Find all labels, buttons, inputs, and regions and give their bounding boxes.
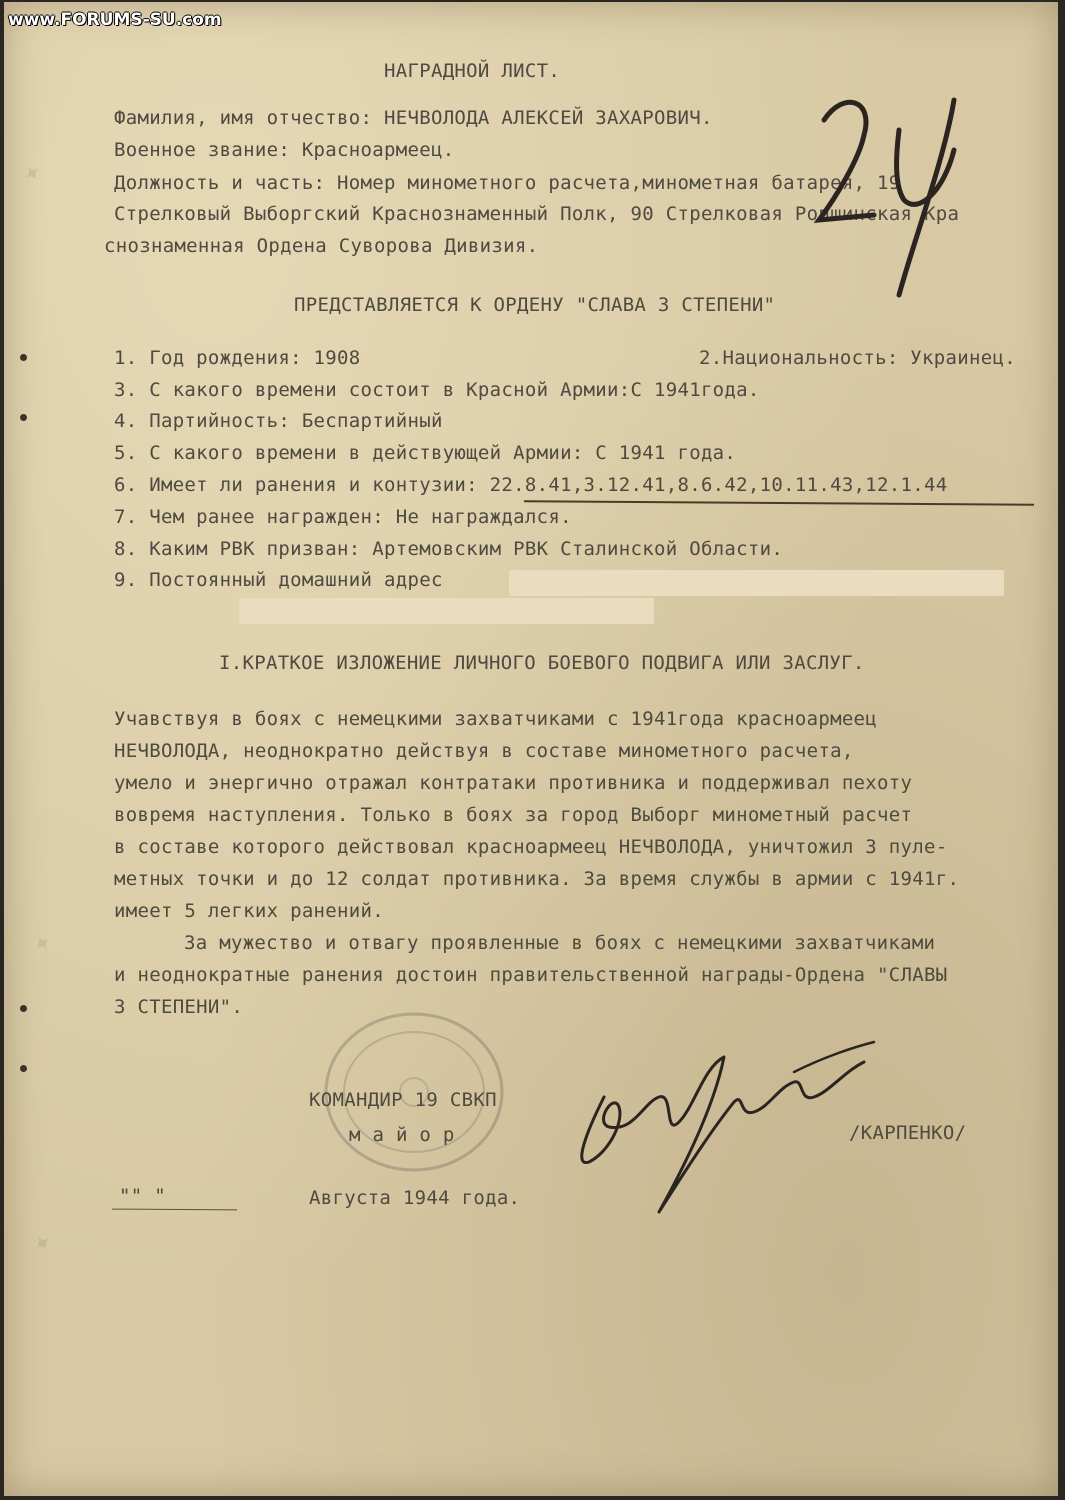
document-title: НАГРАДНОЙ ЛИСТ. [384, 60, 561, 82]
signature [564, 1027, 884, 1227]
body-line: НЕЧВОЛОДА, неоднократно действуя в составе минометного расчета, [114, 740, 854, 762]
document-sheet [4, 2, 1058, 1496]
header-line-rank: Военное звание: Красноармеец. [114, 139, 455, 161]
redacted-address-line2 [239, 598, 654, 624]
item-nationality: 2.Национальность: Украинец. [699, 347, 1016, 369]
award-heading: ПРЕДСТАВЛЯЕТСЯ К ОРДЕНУ "СЛАВА 3 СТЕПЕНИ" [294, 294, 776, 316]
redacted-address [509, 570, 1004, 596]
punch-hole [20, 414, 27, 421]
body-line: 3 СТЕПЕНИ". [114, 996, 244, 1018]
item-active-army-since: 5. С какого времени в действующей Армии: С 1941 года. [114, 442, 737, 464]
body-line: умело и энергично отражал контратаки противника и поддерживал пехоту [114, 772, 913, 794]
section-heading: I.КРАТКОЕ ИЗЛОЖЕНИЕ ЛИЧНОГО БОЕВОГО ПОДВИГА ИЛИ ЗАСЛУГ. [219, 652, 865, 674]
body-line: вовремя наступления. Только в боях за город Выборг минометный расчет [114, 804, 913, 826]
commander-name: /КАРПЕНКО/ [849, 1122, 967, 1144]
body-line: метных точки и до 12 солдат противника. За время службы в армии с 1941г. [114, 868, 960, 890]
header-line-position: Должность и часть: Номер минометного расчета,минометная батарея, 19 [114, 172, 901, 194]
watermark-text: ✦ [28, 928, 58, 961]
body-line: в составе которого действовал красноармеец НЕЧВОЛОДА, уничтожил 3 пуле- [114, 836, 948, 858]
commander-title: КОМАНДИР 19 СВКП [309, 1089, 497, 1111]
date-day-blank: "" " [119, 1185, 166, 1207]
header-line-unit: Стрелковый Выборгский Краснознаменный Полк, 90 Стрелковая Ропшинская Кра [114, 203, 960, 225]
item-army-since: 3. С какого времени состоит в Красной Армии:С 1941года. [114, 379, 760, 401]
date-blank-underline [112, 1209, 237, 1211]
handwritten-number-24 [804, 80, 984, 310]
punch-hole [20, 354, 27, 361]
item-home-address: 9. Постоянный домашний адрес [114, 569, 443, 591]
body-line: Учавствуя в боях с немецкими захватчиками с 1941года красноармеец [114, 708, 878, 730]
item-wounds: 6. Имеет ли ранения и контузии: 22.8.41,3.12.41,8.6.42,10.11.43,12.1.44 [114, 474, 948, 496]
site-watermark: www.FORUMS-SU.com [8, 10, 222, 30]
header-line-name: Фамилия, имя отчество: НЕЧВОЛОДА АЛЕКСЕЙ ЗАХАРОВИЧ. [114, 107, 713, 129]
commander-rank: м а й о р [349, 1124, 455, 1146]
wounds-underline [524, 500, 1034, 506]
item-previous-awards: 7. Чем ранее награжден: Не награждался. [114, 506, 572, 528]
body-line: имеет 5 легких ранений. [114, 900, 384, 922]
punch-hole [20, 1065, 27, 1072]
watermark-text: ✦ [28, 1228, 58, 1261]
item-party: 4. Партийность: Беспартийный [114, 410, 443, 432]
watermark-text: ✦ [18, 158, 48, 191]
body-line: За мужество и отвагу проявленные в боях с немецкими захватчиками [184, 932, 936, 954]
header-line-division: снознаменная Ордена Суворова Дивизия. [104, 235, 539, 257]
date-line: Августа 1944 года. [309, 1187, 521, 1209]
body-line: и неоднократные ранения достоин правительственной награды-Ордена "СЛАВЫ [114, 964, 948, 986]
punch-hole [20, 1005, 27, 1012]
item-conscription: 8. Каким РВК призван: Артемовским РВК Сталинской Области. [114, 538, 784, 560]
item-birth-year: 1. Год рождения: 1908 [114, 347, 361, 369]
